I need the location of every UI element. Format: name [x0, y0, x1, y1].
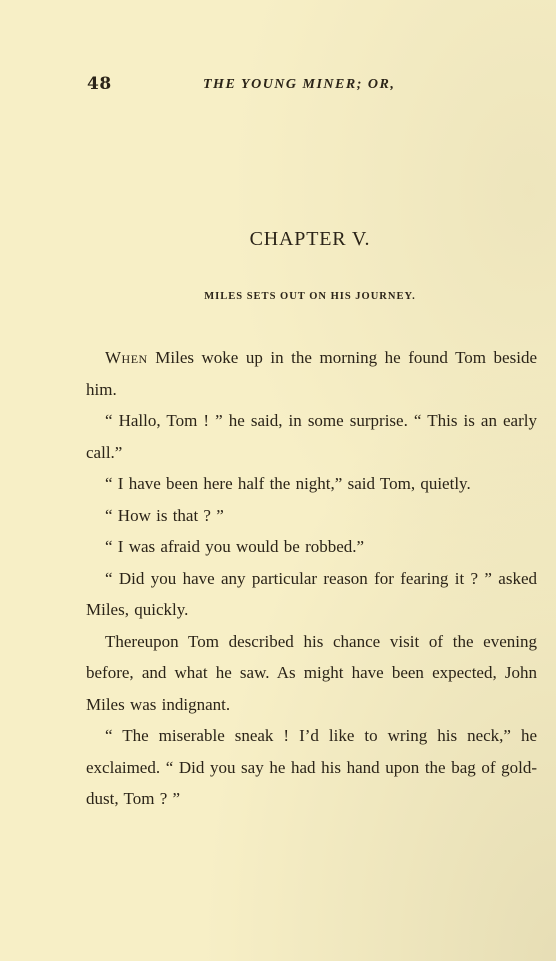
chapter-subtitle: MILES SETS OUT ON HIS JOURNEY.	[204, 291, 416, 302]
chapter-title: CHAPTER V.	[249, 228, 371, 250]
paragraph-text: “ I have been here half the night,” said Tom, quietly.	[105, 474, 471, 493]
paragraph	[86, 626, 537, 721]
running-title: THE YOUNG MINER; OR,	[203, 77, 396, 92]
paragraph	[86, 720, 537, 815]
paragraph-text: “ The miserable sneak ! I’d like to wring his neck,” he exclaimed. “ Did you say he had his hand upon the bag of gold-dust, Tom ? ”	[86, 726, 537, 808]
paragraph	[86, 468, 537, 500]
paragraph	[86, 405, 537, 468]
paragraph	[86, 500, 537, 532]
paragraph-text: Miles woke up in the morning he found Tom beside him.	[86, 348, 537, 399]
paragraph	[86, 531, 537, 563]
paragraph-text: “ Did you have any particular reason for fearing it ? ” asked Miles, quickly.	[86, 568, 537, 619]
paragraph-text: “ Hallo, Tom ! ” he said, in some surprise. “ This is an early call.”	[86, 411, 537, 462]
paragraph-text: Thereupon Tom described his chance visit of the evening before, and what he saw. As might have been expected, John Miles was indignant.	[86, 631, 537, 714]
paragraph	[86, 342, 537, 405]
running-head	[87, 74, 427, 98]
page-number: 48	[87, 74, 112, 94]
paragraph-text: “ How is that ? ”	[105, 505, 224, 525]
chapter-body	[86, 342, 537, 815]
paragraph-lead: When	[105, 348, 148, 367]
paragraph	[86, 563, 537, 626]
paragraph-text: “ I was afraid you would be robbed.”	[105, 537, 365, 556]
